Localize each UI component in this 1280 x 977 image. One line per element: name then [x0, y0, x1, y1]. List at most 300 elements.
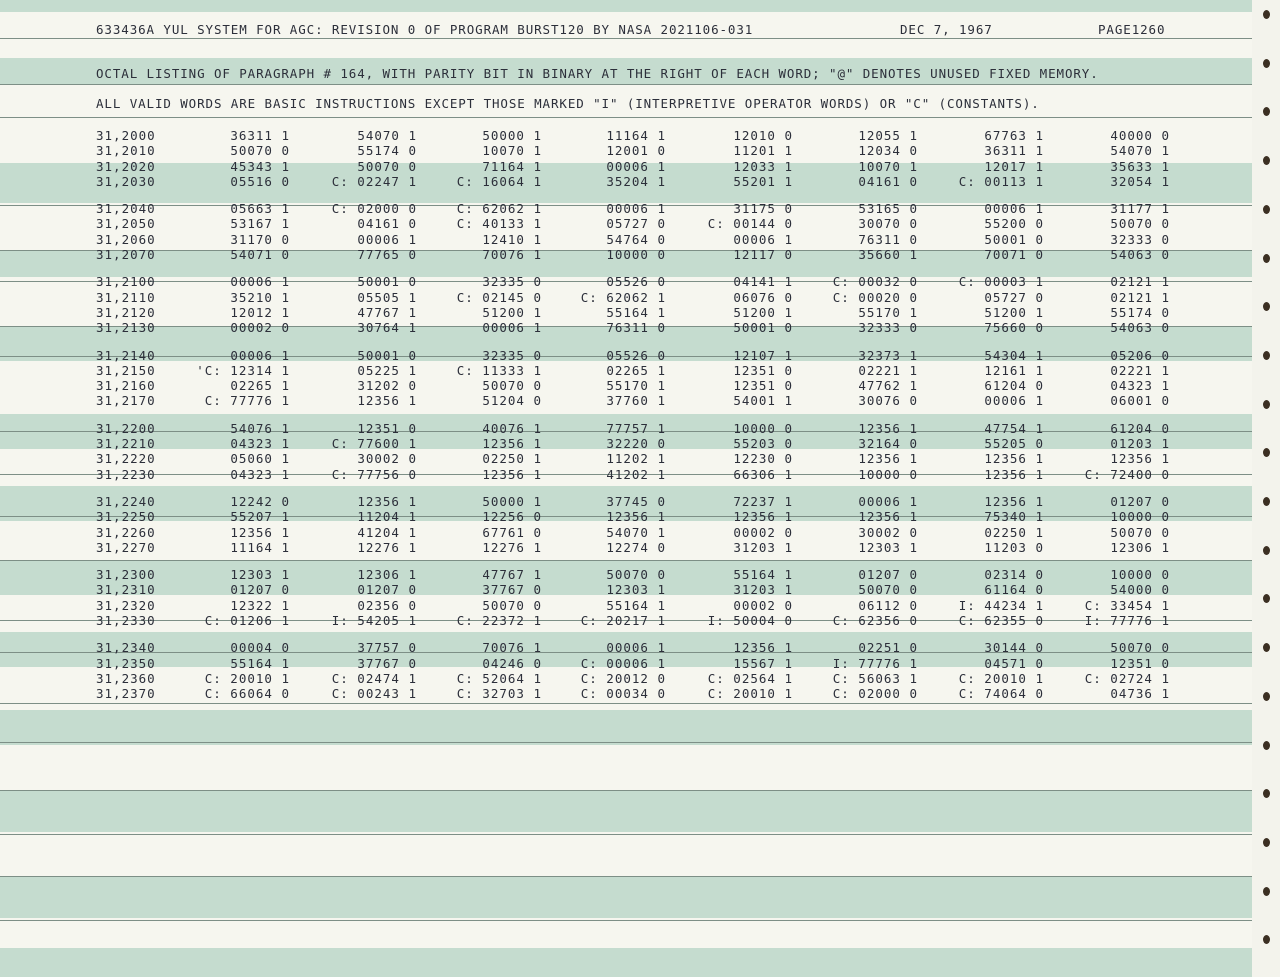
octal-word: 54063 0: [1110, 320, 1170, 336]
ruled-line: [0, 834, 1252, 835]
feed-hole-icon: [1263, 887, 1270, 896]
octal-word: C: 33454 1: [1084, 597, 1170, 613]
octal-word: 04736 1: [1110, 686, 1170, 702]
octal-word: 30002 0: [858, 524, 918, 540]
octal-word: C: 77600 1: [331, 436, 417, 452]
octal-word: C: 62356 0: [832, 612, 918, 628]
octal-word: 05505 1: [357, 289, 417, 305]
octal-word: 00006 1: [482, 320, 542, 336]
row-address: 31,2200: [96, 420, 156, 436]
octal-word: 00006 1: [606, 640, 666, 656]
octal-word: I: 77776 1: [1084, 612, 1170, 628]
octal-word: C: 00020 0: [832, 289, 918, 305]
octal-word: 50070 0: [858, 582, 918, 598]
octal-word: C: 02000 0: [832, 686, 918, 702]
octal-word: 53165 0: [858, 201, 918, 217]
octal-word: 75340 1: [984, 509, 1044, 525]
octal-word: 50001 0: [357, 274, 417, 290]
octal-word: 37767 0: [482, 582, 542, 598]
feed-hole-icon: [1263, 546, 1270, 555]
octal-word: 00006 1: [984, 393, 1044, 409]
row-address: 31,2230: [96, 466, 156, 482]
octal-word: 04571 0: [984, 655, 1044, 671]
octal-word: 11201 1: [733, 143, 793, 159]
octal-word: 32054 1: [1110, 173, 1170, 189]
octal-word: I: 77776 1: [832, 655, 918, 671]
octal-word: 06001 0: [1110, 393, 1170, 409]
octal-word: 02265 1: [230, 378, 290, 394]
octal-word: 66306 1: [733, 466, 793, 482]
octal-word: 'C: 12314 1: [196, 362, 290, 378]
feed-hole-icon: [1263, 935, 1270, 944]
octal-word: 55164 1: [230, 655, 290, 671]
octal-word: I: 54205 1: [331, 612, 417, 628]
octal-word: 12276 1: [357, 539, 417, 555]
octal-word: 00002 0: [230, 320, 290, 336]
octal-word: C: 20012 0: [580, 670, 666, 686]
octal-word: 05526 0: [606, 274, 666, 290]
octal-word: 11202 1: [606, 451, 666, 467]
octal-word: C: 02724 1: [1084, 670, 1170, 686]
octal-word: 12256 0: [482, 509, 542, 525]
octal-word: 12356 1: [984, 451, 1044, 467]
row-address: 31,2360: [96, 670, 156, 686]
octal-word: 05206 0: [1110, 347, 1170, 363]
octal-word: C: 00144 0: [707, 216, 793, 232]
greenbar-band: [0, 790, 1252, 832]
octal-word: 12001 0: [606, 143, 666, 159]
row-address: 31,2350: [96, 655, 156, 671]
row-address: 31,2370: [96, 686, 156, 702]
feed-hole-icon: [1263, 400, 1270, 409]
octal-word: 12034 0: [858, 143, 918, 159]
octal-word: 02356 0: [357, 597, 417, 613]
octal-word: 05526 0: [606, 347, 666, 363]
octal-word: 05516 0: [230, 173, 290, 189]
octal-word: 53167 1: [230, 216, 290, 232]
octal-word: 55164 1: [606, 304, 666, 320]
octal-word: 12356 1: [357, 494, 417, 509]
octal-word: 00006 1: [858, 494, 918, 509]
octal-word: 50001 0: [733, 320, 793, 336]
octal-word: 55164 1: [733, 567, 793, 583]
octal-word: 55174 0: [1110, 304, 1170, 320]
octal-word: 04323 1: [1110, 378, 1170, 394]
octal-word: 12356 1: [230, 524, 290, 540]
octal-word: 01207 0: [858, 567, 918, 583]
row-address: 31,2060: [96, 231, 156, 247]
octal-word: 15567 1: [733, 655, 793, 671]
ruled-line: [0, 790, 1252, 791]
octal-word: 12356 1: [858, 451, 918, 467]
octal-word: C: 11333 1: [456, 362, 542, 378]
octal-word: C: 20010 1: [958, 670, 1044, 686]
octal-word: 51200 1: [984, 304, 1044, 320]
octal-word: 32164 0: [858, 436, 918, 452]
octal-word: 50070 0: [1110, 524, 1170, 540]
octal-word: C: 02145 0: [456, 289, 542, 305]
octal-word: 12356 1: [858, 420, 918, 436]
octal-word: 45343 1: [230, 158, 290, 174]
octal-word: 00004 0: [230, 640, 290, 656]
octal-word: C: 20010 1: [204, 670, 290, 686]
octal-word: 00002 0: [733, 524, 793, 540]
octal-word: 70076 1: [482, 640, 542, 656]
octal-word: C: 40133 1: [456, 216, 542, 232]
octal-word: 36311 1: [984, 143, 1044, 159]
octal-word: 31203 1: [733, 582, 793, 598]
octal-word: 50070 0: [606, 567, 666, 583]
row-address: 31,2120: [96, 304, 156, 320]
legend-line-2: ALL VALID WORDS ARE BASIC INSTRUCTIONS EXCEPT THOSE MARKED "I" (INTERPRETIVE OPERATOR WORDS) OR "C" (CONSTANTS).: [96, 96, 1040, 111]
octal-word: 35204 1: [606, 173, 666, 189]
octal-word: 50070 0: [230, 143, 290, 159]
octal-word: 12356 1: [733, 509, 793, 525]
feed-hole-icon: [1263, 692, 1270, 701]
octal-word: 36311 1: [230, 128, 290, 143]
feed-hole-icon: [1263, 156, 1270, 165]
octal-word: 12306 1: [357, 567, 417, 583]
octal-word: 76311 0: [606, 320, 666, 336]
octal-word: 00006 1: [230, 347, 290, 363]
ruled-line: [0, 703, 1252, 704]
octal-word: 47762 1: [858, 378, 918, 394]
octal-word: 11164 1: [230, 539, 290, 555]
octal-word: 50000 1: [482, 494, 542, 509]
octal-word: 04246 0: [482, 655, 542, 671]
octal-word: 54063 0: [1110, 246, 1170, 262]
ruled-line: [0, 876, 1252, 877]
octal-word: C: 20217 1: [580, 612, 666, 628]
octal-word: C: 00003 1: [958, 274, 1044, 290]
octal-word: 02251 0: [858, 640, 918, 656]
octal-word: 12010 0: [733, 128, 793, 143]
octal-word: 12356 1: [357, 393, 417, 409]
octal-word: 11164 1: [606, 128, 666, 143]
octal-word: 54076 1: [230, 420, 290, 436]
octal-word: 05727 0: [606, 216, 666, 232]
ruled-line: [0, 84, 1252, 85]
octal-word: 04141 1: [733, 274, 793, 290]
feed-hole-icon: [1263, 205, 1270, 214]
octal-word: 50070 0: [357, 158, 417, 174]
row-address: 31,2340: [96, 640, 156, 656]
octal-word: 12356 1: [482, 436, 542, 452]
octal-word: 37760 1: [606, 393, 666, 409]
octal-word: 12351 0: [357, 420, 417, 436]
octal-word: 10000 0: [606, 246, 666, 262]
octal-word: 67763 1: [984, 128, 1044, 143]
row-address: 31,2100: [96, 274, 156, 290]
octal-word: C: 00032 0: [832, 274, 918, 290]
octal-word: 12356 1: [733, 640, 793, 656]
greenbar-band: [0, 0, 1252, 12]
octal-word: C: 56063 1: [832, 670, 918, 686]
ruled-line: [0, 920, 1252, 921]
octal-word: 31203 1: [733, 539, 793, 555]
octal-word: 32335 0: [482, 274, 542, 290]
octal-word: 12356 1: [1110, 451, 1170, 467]
octal-word: 70071 0: [984, 246, 1044, 262]
octal-word: 31202 0: [357, 378, 417, 394]
octal-word: 51200 1: [482, 304, 542, 320]
octal-word: 01203 1: [1110, 436, 1170, 452]
octal-word: 37767 0: [357, 655, 417, 671]
feed-hole-icon: [1263, 497, 1270, 506]
octal-word: 12356 1: [482, 466, 542, 482]
row-address: 31,2010: [96, 143, 156, 159]
row-address: 31,2220: [96, 451, 156, 467]
octal-word: 12306 1: [1110, 539, 1170, 555]
octal-word: 12303 1: [230, 567, 290, 583]
octal-word: C: 16064 1: [456, 173, 542, 189]
octal-word: 31177 1: [1110, 201, 1170, 217]
octal-word: 02314 0: [984, 567, 1044, 583]
greenbar-band: [0, 710, 1252, 745]
feed-hole-icon: [1263, 254, 1270, 263]
greenbar-band: [0, 948, 1252, 977]
octal-word: 32220 0: [606, 436, 666, 452]
octal-word: C: 02000 0: [331, 201, 417, 217]
feed-hole-icon: [1263, 643, 1270, 652]
octal-word: 02250 1: [984, 524, 1044, 540]
octal-word: C: 62355 0: [958, 612, 1044, 628]
feed-hole-icon: [1263, 10, 1270, 19]
octal-word: 11204 1: [357, 509, 417, 525]
feed-hole-icon: [1263, 789, 1270, 798]
octal-word: 00006 1: [606, 201, 666, 217]
octal-word: 50070 0: [1110, 216, 1170, 232]
octal-word: C: 77756 0: [331, 466, 417, 482]
octal-word: 12117 0: [733, 246, 793, 262]
octal-word: 77757 1: [606, 420, 666, 436]
row-address: 31,2260: [96, 524, 156, 540]
octal-word: 50001 0: [357, 347, 417, 363]
row-address: 31,2140: [96, 347, 156, 363]
octal-word: 02221 1: [858, 362, 918, 378]
octal-word: C: 01206 1: [204, 612, 290, 628]
octal-word: 54001 1: [733, 393, 793, 409]
octal-word: C: 62062 1: [456, 201, 542, 217]
page-header-date: DEC 7, 1967: [900, 22, 993, 37]
octal-word: 02121 1: [1110, 274, 1170, 290]
octal-word: 61164 0: [984, 582, 1044, 598]
octal-word: 55203 0: [733, 436, 793, 452]
octal-word: 12410 1: [482, 231, 542, 247]
row-address: 31,2070: [96, 246, 156, 262]
octal-word: 54764 0: [606, 231, 666, 247]
octal-word: 04161 0: [858, 173, 918, 189]
row-address: 31,2110: [96, 289, 156, 305]
octal-word: 71164 1: [482, 158, 542, 174]
octal-word: 12107 1: [733, 347, 793, 363]
octal-word: 41204 1: [357, 524, 417, 540]
octal-word: 30076 0: [858, 393, 918, 409]
octal-word: 47754 1: [984, 420, 1044, 436]
row-address: 31,2040: [96, 201, 156, 217]
octal-word: 04323 1: [230, 466, 290, 482]
octal-word: C: 77776 1: [204, 393, 290, 409]
row-address: 31,2240: [96, 494, 156, 509]
row-address: 31,2300: [96, 567, 156, 583]
feed-hole-icon: [1263, 351, 1270, 360]
octal-word: C: 62062 1: [580, 289, 666, 305]
octal-word: 75660 0: [984, 320, 1044, 336]
octal-word: 32333 0: [858, 320, 918, 336]
octal-word: 37757 0: [357, 640, 417, 656]
octal-word: 55201 1: [733, 173, 793, 189]
feed-hole-icon: [1263, 838, 1270, 847]
octal-word: 10000 0: [733, 420, 793, 436]
octal-word: 32373 1: [858, 347, 918, 363]
octal-word: 05663 1: [230, 201, 290, 217]
octal-word: 54070 1: [606, 524, 666, 540]
octal-word: 12274 0: [606, 539, 666, 555]
octal-word: 12012 1: [230, 304, 290, 320]
octal-word: 12322 1: [230, 597, 290, 613]
octal-word: C: 20010 1: [707, 686, 793, 702]
octal-word: 55174 0: [357, 143, 417, 159]
octal-word: C: 72400 0: [1084, 466, 1170, 482]
octal-word: 35633 1: [1110, 158, 1170, 174]
octal-word: 77765 0: [357, 246, 417, 262]
greenbar-band: [0, 876, 1252, 918]
row-address: 31,2310: [96, 582, 156, 598]
octal-word: 12033 1: [733, 158, 793, 174]
octal-word: 55205 0: [984, 436, 1044, 452]
octal-word: 54071 0: [230, 246, 290, 262]
octal-word: 10070 1: [482, 143, 542, 159]
octal-word: 54070 1: [1110, 143, 1170, 159]
row-address: 31,2210: [96, 436, 156, 452]
octal-word: C: 22372 1: [456, 612, 542, 628]
page-header-title: 633436A YUL SYSTEM FOR AGC: REVISION 0 OF PROGRAM BURST120 BY NASA 2021106-031: [96, 22, 754, 37]
octal-word: 10000 0: [858, 466, 918, 482]
octal-word: 76311 0: [858, 231, 918, 247]
octal-word: C: 32703 1: [456, 686, 542, 702]
octal-word: 50070 0: [482, 378, 542, 394]
octal-word: 02121 1: [1110, 289, 1170, 305]
octal-word: 12351 0: [733, 362, 793, 378]
octal-word: 02250 1: [482, 451, 542, 467]
octal-word: 00006 1: [230, 274, 290, 290]
octal-word: 30070 0: [858, 216, 918, 232]
octal-word: 55207 1: [230, 509, 290, 525]
octal-word: 10000 0: [1110, 567, 1170, 583]
octal-word: 72237 1: [733, 494, 793, 509]
octal-word: 00006 1: [733, 231, 793, 247]
row-address: 31,2270: [96, 539, 156, 555]
octal-word: 54000 0: [1110, 582, 1170, 598]
octal-word: 06112 0: [858, 597, 918, 613]
octal-word: 47767 1: [357, 304, 417, 320]
ruled-line: [0, 560, 1252, 561]
octal-word: 70076 1: [482, 246, 542, 262]
octal-word: C: 74064 0: [958, 686, 1044, 702]
octal-word: 12303 1: [606, 582, 666, 598]
octal-word: C: 02474 1: [331, 670, 417, 686]
octal-word: 30144 0: [984, 640, 1044, 656]
row-address: 31,2160: [96, 378, 156, 394]
octal-word: 02265 1: [606, 362, 666, 378]
octal-word: 05225 1: [357, 362, 417, 378]
octal-word: 30002 0: [357, 451, 417, 467]
feed-hole-icon: [1263, 448, 1270, 457]
octal-word: 12242 0: [230, 494, 290, 509]
row-address: 31,2150: [96, 362, 156, 378]
octal-word: 54304 1: [984, 347, 1044, 363]
octal-word: I: 44234 1: [958, 597, 1044, 613]
octal-word: 10070 1: [858, 158, 918, 174]
octal-word: 55200 0: [984, 216, 1044, 232]
octal-word: 50070 0: [482, 597, 542, 613]
octal-word: 05727 0: [984, 289, 1044, 305]
octal-word: 61204 0: [984, 378, 1044, 394]
octal-word: 31175 0: [733, 201, 793, 217]
row-address: 31,2330: [96, 612, 156, 628]
row-address: 31,2130: [96, 320, 156, 336]
octal-word: 01207 0: [1110, 494, 1170, 509]
octal-word: 12161 1: [984, 362, 1044, 378]
octal-word: 51204 0: [482, 393, 542, 409]
octal-word: 31170 0: [230, 231, 290, 247]
octal-word: 12356 1: [858, 509, 918, 525]
octal-word: 67761 0: [482, 524, 542, 540]
octal-word: 41202 1: [606, 466, 666, 482]
octal-word: 12356 1: [606, 509, 666, 525]
feed-hole-icon: [1263, 59, 1270, 68]
octal-word: 54070 1: [357, 128, 417, 143]
octal-word: 47767 1: [482, 567, 542, 583]
octal-word: 12356 1: [984, 466, 1044, 482]
octal-word: 12276 1: [482, 539, 542, 555]
row-address: 31,2170: [96, 393, 156, 409]
octal-word: 12017 1: [984, 158, 1044, 174]
octal-word: I: 50004 0: [707, 612, 793, 628]
octal-word: 12055 1: [858, 128, 918, 143]
octal-word: 40076 1: [482, 420, 542, 436]
octal-word: C: 02564 1: [707, 670, 793, 686]
feed-hole-icon: [1263, 107, 1270, 116]
legend-line-1: OCTAL LISTING OF PARAGRAPH # 164, WITH PARITY BIT IN BINARY AT THE RIGHT OF EACH WORD; "@" DENOTES UNUSED FIXED MEMORY.: [96, 66, 1099, 81]
octal-word: 37745 0: [606, 494, 666, 509]
octal-word: 12303 1: [858, 539, 918, 555]
octal-word: 40000 0: [1110, 128, 1170, 143]
row-address: 31,2320: [96, 597, 156, 613]
feed-hole-icon: [1263, 741, 1270, 750]
feed-hole-icon: [1263, 302, 1270, 311]
octal-word: C: 00034 0: [580, 686, 666, 702]
octal-word: C: 66064 0: [204, 686, 290, 702]
ruled-line: [0, 742, 1252, 743]
octal-word: 61204 0: [1110, 420, 1170, 436]
octal-word: 12230 0: [733, 451, 793, 467]
octal-word: 12351 0: [733, 378, 793, 394]
octal-word: C: 00113 1: [958, 173, 1044, 189]
octal-word: C: 00243 1: [331, 686, 417, 702]
octal-word: 05060 1: [230, 451, 290, 467]
octal-word: 12351 0: [1110, 655, 1170, 671]
octal-word: 01207 0: [230, 582, 290, 598]
octal-word: 32333 0: [1110, 231, 1170, 247]
octal-word: 55170 1: [858, 304, 918, 320]
octal-word: 00006 1: [606, 158, 666, 174]
ruled-line: [0, 117, 1252, 118]
octal-word: 00006 1: [357, 231, 417, 247]
octal-word: 51200 1: [733, 304, 793, 320]
octal-word: 32335 0: [482, 347, 542, 363]
ruled-line: [0, 38, 1252, 39]
